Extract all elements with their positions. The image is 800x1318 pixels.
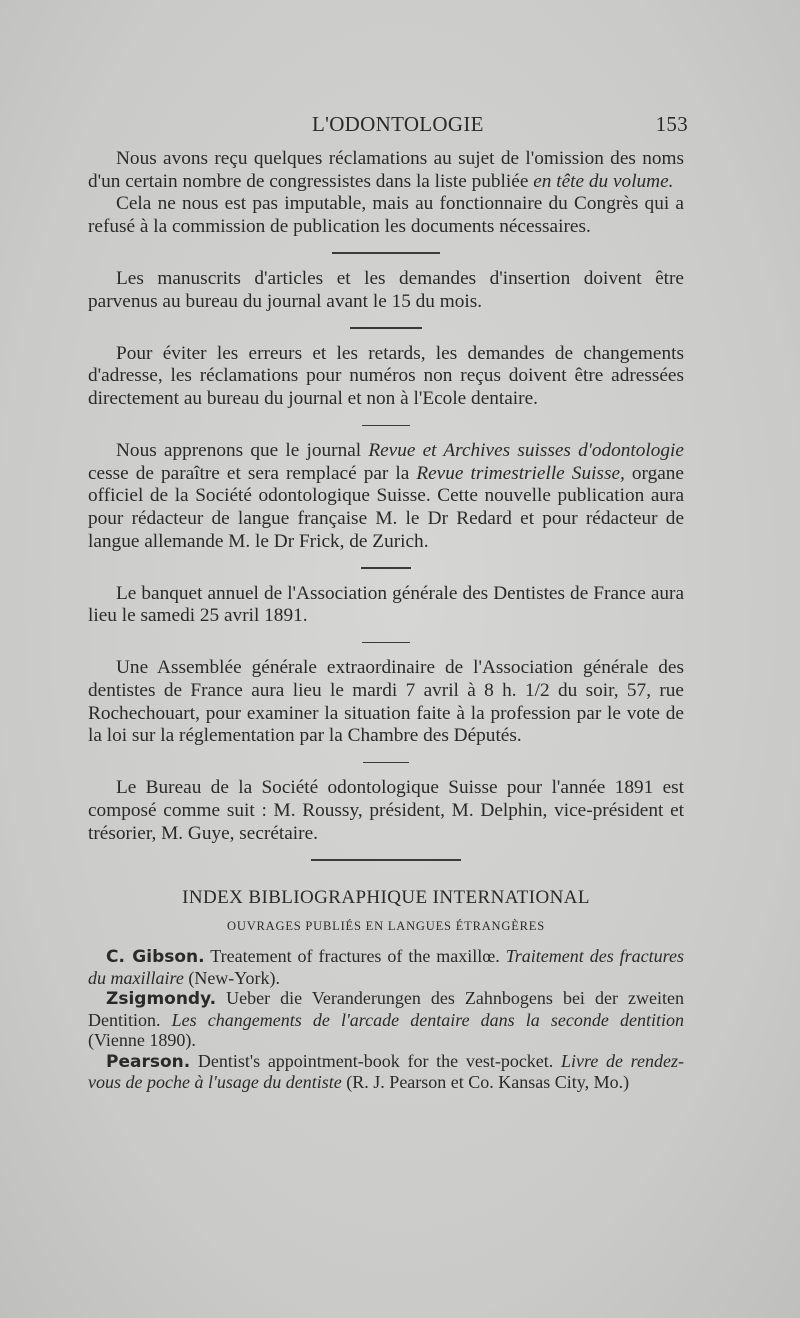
- paragraph-bureau: Le Bureau de la Société odontologique Suisse pour l'année 1891 est composé comme suit : M. Roussy, président, M. Delphin, vice-président et trésorier, M. Guye, secrétaire.: [88, 777, 684, 844]
- index-subtitle: OUVRAGES PUBLIÉS EN LANGUES ÉTRANGÈRES: [227, 919, 545, 934]
- bibliography-entry: Pearson. Dentist's appointment-book for the vest-pocket. Livre de rendez-vous de poche à l'usage du dentiste (R. J. Pearson et Co. Kansas City, Mo.): [88, 1050, 684, 1092]
- bibliography-entry: C. Gibson. Treatement of fractures of the maxillœ. Traitement des fractures du maxillaire (New-York).: [88, 946, 684, 988]
- paragraph-responsibility: Cela ne nous est pas imputable, mais au fonctionnaire du Congrès qui a refusé à la commission de publication les documents nécessaires.: [88, 193, 684, 237]
- paragraph-omission: Nous avons reçu quelques réclamations au sujet de l'omission des noms d'un certain nombre de congressistes dans la liste publiée en tête du volume.: [88, 148, 684, 192]
- paragraph-revue-suisse: Nous apprenons que le journal Revue et Archives suisses d'odontologie cesse de paraître et sera remplacé par la Revue trimestrielle Suisse, organe officiel de la Société odontologique Suisse. Cette nouvelle publication aura pour rédacteur de langue française M. le Dr Redard et pour rédacteur de langue allemande M. le Dr Frick, de Zurich.: [88, 440, 684, 552]
- entry-author: Zsigmondy.: [106, 989, 217, 1009]
- paragraph-manuscripts: Les manuscrits d'articles et les demandes d'insertion doivent être parvenus au bureau du journal avant le 15 du mois.: [88, 267, 684, 312]
- entry-author: C. Gibson.: [106, 947, 205, 967]
- page-body: [88, 148, 684, 1093]
- journal-title: L'ODONTOLOGIE: [312, 112, 484, 136]
- paragraph-assembly: Une Assemblée générale extraordinaire de l'Association générale des dentistes de France aura lieu le mardi 7 avril à 8 h. 1/2 du soir, 57, rue Rochechouart, pour examiner la situation faite à la profession par le vote de la loi sur la réglementation par la Chambre des Députés.: [88, 657, 684, 747]
- paragraph-banquet: Le banquet annuel de l'Association générale des Dentistes de France aura lieu le samedi 25 avril 1891.: [88, 582, 684, 627]
- paragraph-address-changes: Pour éviter les erreurs et les retards, les demandes de changements d'adresse, les réclamations pour numéros non reçus doivent être adressées directement au bureau du journal et non à l'Ecole dentaire.: [88, 342, 684, 409]
- entry-author: Pearson.: [106, 1051, 191, 1072]
- index-title: INDEX BIBLIOGRAPHIQUE INTERNATIONAL: [182, 886, 590, 908]
- bibliography-entry: Zsigmondy. Ueber die Veranderungen des Zahnbogens bei der zweiten Dentition. Les changements de l'arcade dentaire dans la seconde dentition (Vienne 1890).: [88, 988, 685, 1050]
- page-number: 153: [655, 112, 688, 136]
